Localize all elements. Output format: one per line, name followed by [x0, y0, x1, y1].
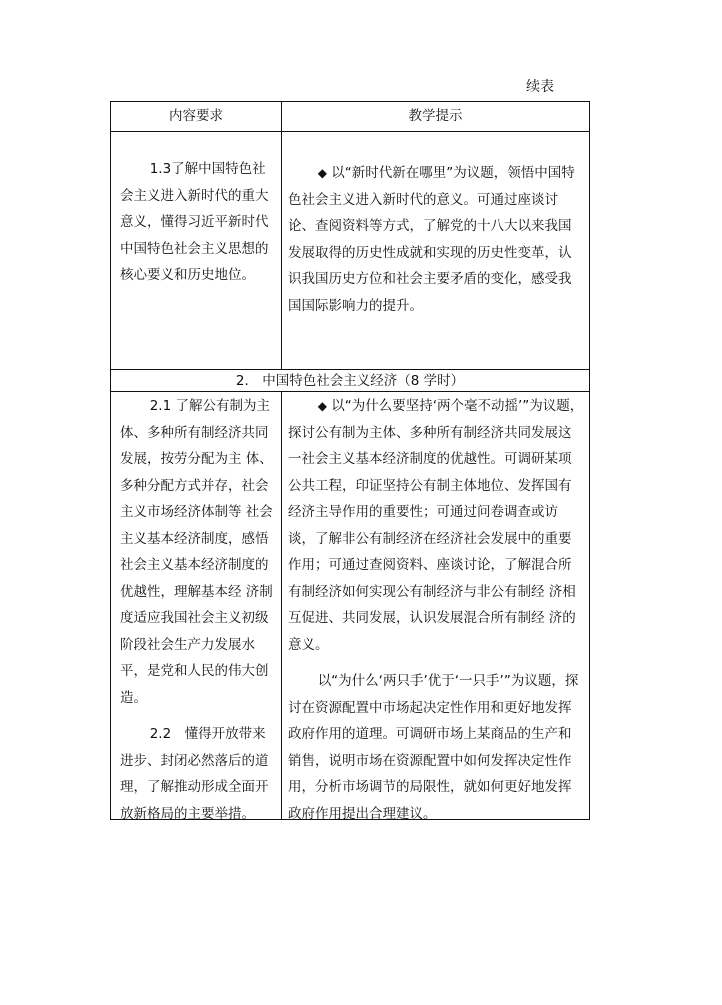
row2-tip-text-1: 以“为什么要坚持‘两个毫不动摇’”为议题，探讨公有制为主体、多种所有制经济共同发展这一社会主义基本经济制度的优越性。可调研某项公共工程，印证坚持公有制主体地位、发挥国有经济主导作用的重要性；可通过问卷调查或访谈，了解非公有制经济在经济社会发展中的重要作用；可通过查阅资料、座谈讨论，了解混合所有制经济如何实现公有制经济与非公有制经 济相互促进、共同发展，认识发展混合所有制经 济的意义。	[288, 398, 584, 653]
row1-requirement-cell	[120, 156, 276, 289]
column-divider-top	[281, 102, 282, 370]
row1-requirement-text: 1.3了解中国特色社会主义进入新时代的重大意义，懂得习近平新时代中国特色社会主义思想的核心要义和历史地位。	[120, 161, 269, 283]
curriculum-table	[110, 101, 590, 820]
diamond-bullet-icon: ◆	[317, 399, 327, 413]
diamond-bullet-icon: ◆	[317, 166, 327, 180]
header-teaching-tip: 教学提示	[408, 108, 463, 124]
row2-requirement-text-1: 2.1 了解公有制为主体、多种所有制经济共同发展，按劳分配为主 体、多种分配方式并存，社会主义市场经济体制等 社会主义基本经济制度，感悟社会主义基本经济制度的优越性，理解基本经 济制度适应我国社会主义初级阶段社会生产力发展水平，是党和人民的伟大创造。	[120, 398, 273, 706]
row2-tip-cell	[288, 393, 584, 827]
row2-tip-text-2: 以“为什么‘两只手’优于‘一只手’”为议题，探讨在资源配置中市场起决定性作用和更好地发挥政府作用的道理。可调研市场上某商品的生产和销售，说明市场在资源配置中如何发挥决定性作用，分析市场调节的局限性，就如何更好地发挥政府作用提出合理建议。	[288, 673, 579, 822]
header-bottom-rule	[111, 131, 589, 132]
column-divider-bottom	[281, 392, 282, 819]
section-title: 2. 中国特色社会主义经济（8 学时）	[235, 373, 465, 389]
row2-requirement-text-2: 2.2 懂得开放带来 进步、封闭必然落后的道 理，了解推动形成全面开 放新格局的主要举措。	[120, 726, 269, 822]
header-content-requirement: 内容要求	[169, 108, 223, 124]
row1-tip-cell	[288, 160, 584, 319]
row2-requirement-cell	[120, 393, 276, 827]
row1-tip-text: 以“新时代新在哪里”为议题，领悟中国特色社会主义进入新时代的意义。可通过座谈讨论、查阅资料等方式，了解党的十八大以来我国发展取得的历史性成就和实现的历史性变革，认 识我国历史方位和社会主要矛盾的变化，感受我 国国际影响力的提升。	[288, 165, 575, 314]
continued-table-label: 续表	[526, 79, 554, 95]
